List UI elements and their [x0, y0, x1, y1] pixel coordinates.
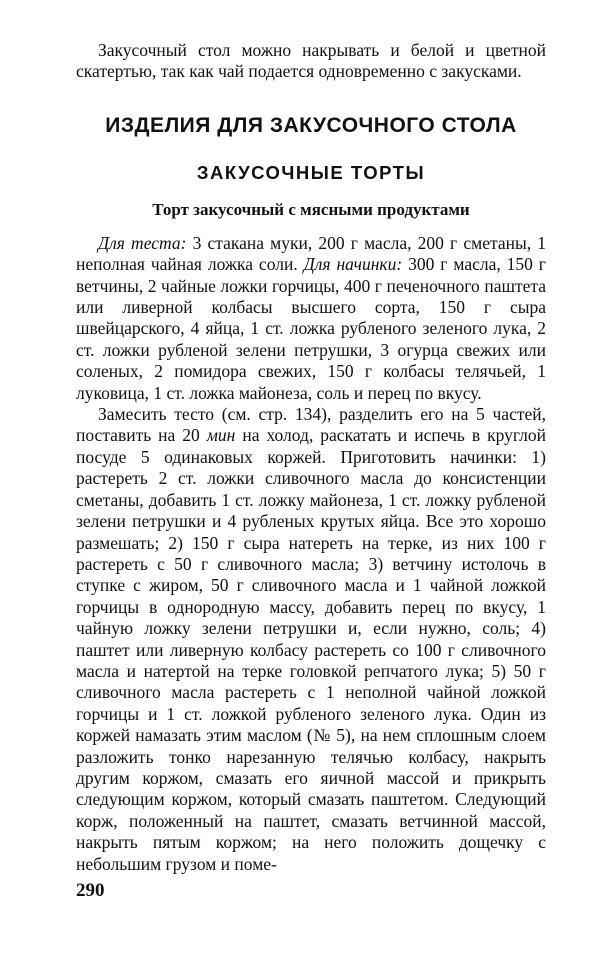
subsection-title: ЗАКУСОЧНЫЕ ТОРТЫ: [196, 161, 426, 183]
section-title: ИЗДЕЛИЯ ДЛЯ ЗАКУСОЧНОГО СТОЛА: [105, 113, 517, 137]
page-body: [76, 40, 546, 875]
dough-label: Для теста:: [98, 232, 187, 253]
filling-label: Для начинки:: [303, 254, 403, 275]
filling-ingredients: 300 г масла, 150 г ветчины, 2 чайные ложки горчицы, 400 г печеночного паштета или ливерной колбасы высшего сорта, 150 г сыра швейцарского, 4 яйца, 1 ст. ложка рубленого зеленого лука, 2 ст. ложки рубленой зелени петрушки, 3 огурца свежих или соленых, 2 помидора свежих, 150 г колбасы телячьей, 1 луковица, 1 ст. ложка майонеза, соль и перец по вкусу.: [76, 254, 546, 403]
method-time-unit: мин: [206, 425, 236, 446]
ingredients-paragraph: [76, 233, 546, 404]
dough-ingredients: 3 стакана муки, 200 г масла, 200 г сметаны, 1 неполная чайная ложка соли.: [76, 232, 546, 275]
page-number: 290: [76, 880, 105, 901]
intro-paragraph: Закусочный стол можно накрывать и белой и цветной скатертью, так как чай подается одновременно с закусками.: [76, 40, 546, 82]
method-text-start: Замесить тесто (см. стр. 134), разделить его на 5 частей, поставить на 20: [76, 404, 546, 446]
recipe-title: Торт закусочный с мясными продуктами: [152, 199, 470, 219]
method-text-rest: на холод, раскатать и испечь в круглой посуде 5 одинаковых коржей. Приготовить начинки: 1) растереть 2 ст. ложки сливочного масла до консистенции сметаны, добавить 1 ст. ложку майонеза, 1 ст. ложку рубленой зелени петрушки и 4 рубленых крутых яйца. Все это хорошо размешать; 2) 150 г сыра натереть на терке, из них 100 г растереть с 50 г сливочного масла; 3) ветчину истолочь в ступке с жиром, 50 г сливочного масла и 1 чайной ложкой горчицы в однородную массу, добавить перец по вкусу, 1 чайную ложку зелени петрушки и, если нужно, соль; 4) паштет или ливерную колбасу растереть со 100 г сливочного масла и натертой на терке головкой репчатого лука; 5) 50 г сливочного масла растереть с 1 неполной чайной ложкой горчицы и 1 ст. ложкой рубленого зеленого лука. Один из коржей намазать этим маслом (№ 5), на нем сплошным слоем разложить тонко нарезанную телячью колбасу, накрыть другим коржом, смазать его яичной массой и прикрыть следующим коржом, который смазать паштетом. Следующий корж, положенный на паштет, смазать ветчинной массой, накрыть пятым коржом; на него положить дощечку с небольшим грузом и поме-: [76, 425, 546, 874]
method-paragraph: [76, 404, 546, 875]
